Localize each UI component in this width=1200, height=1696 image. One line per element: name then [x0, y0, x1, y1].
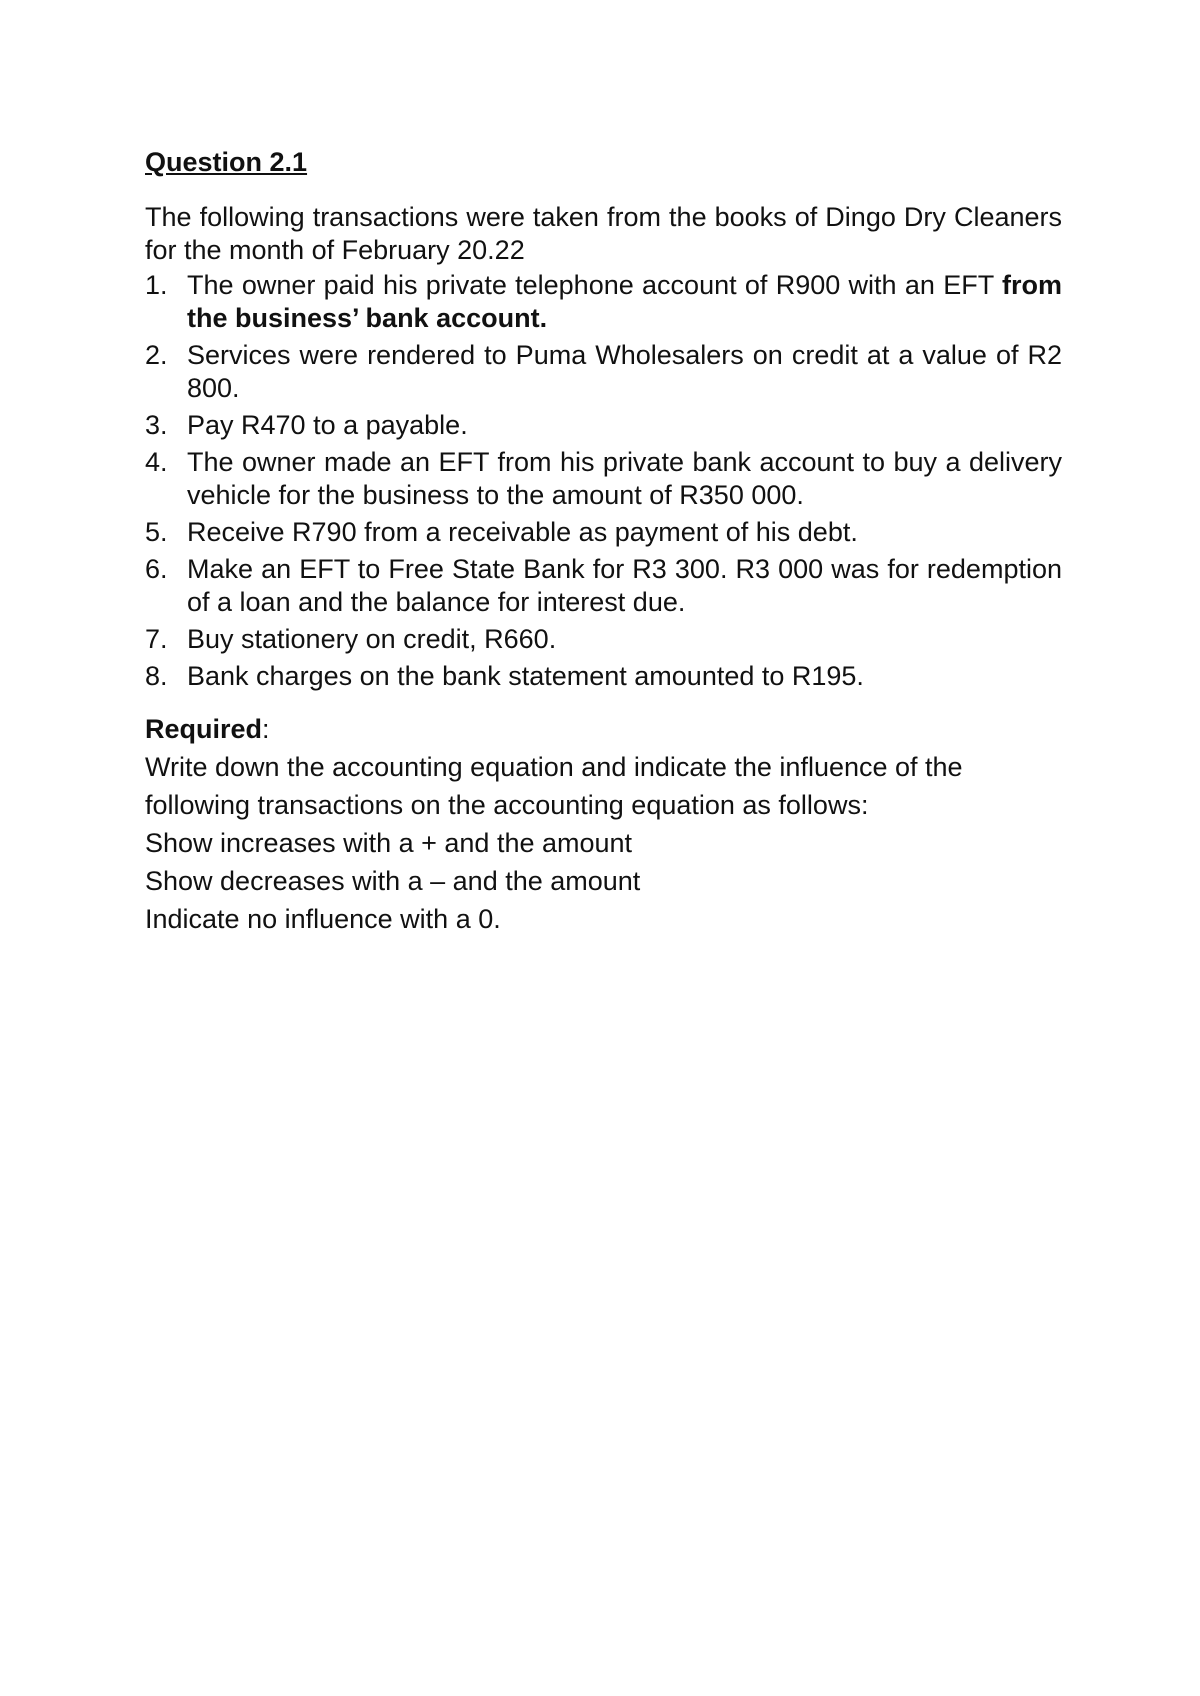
- item-text-bold: from the business’ bank account.: [187, 270, 1062, 333]
- item-text: Receive R790 from a receivable as payment of his debt.: [187, 517, 858, 547]
- required-heading: [145, 713, 1062, 746]
- item-number: 2.: [145, 340, 168, 370]
- list-item: [145, 516, 1062, 549]
- item-number: 8.: [145, 661, 168, 691]
- item-text: The owner made an EFT from his private bank account to buy a delivery vehicle for the business to the amount of R350 000.: [187, 447, 1062, 510]
- list-item: [145, 339, 1062, 405]
- question-heading: Question 2.1: [145, 147, 308, 177]
- item-text: Pay R470 to a payable.: [187, 410, 468, 440]
- item-number: 6.: [145, 554, 168, 584]
- list-item: [145, 409, 1062, 442]
- item-text: Buy stationery on credit, R660.: [187, 624, 557, 654]
- item-text: Make an EFT to Free State Bank for R3 300. R3 000 was for redemption of a loan and the balance for interest due.: [187, 554, 1062, 617]
- required-instruction: Show increases with a + and the amount: [145, 828, 633, 858]
- item-number: 5.: [145, 517, 168, 547]
- item-text: Services were rendered to Puma Wholesalers on credit at a value of R2 800.: [187, 340, 1062, 403]
- item-number: 3.: [145, 410, 168, 440]
- list-item: [145, 269, 1062, 335]
- list-item: [145, 623, 1062, 656]
- required-instruction: Show decreases with a – and the amount: [145, 866, 641, 896]
- item-text: Bank charges on the bank statement amounted to R195.: [187, 661, 864, 691]
- list-item: [145, 446, 1062, 512]
- list-item: [145, 660, 1062, 693]
- required-instruction: Write down the accounting equation and indicate the influence of the following transactions on the accounting equation as follows:: [145, 752, 963, 820]
- list-item: [145, 553, 1062, 619]
- intro-paragraph: The following transactions were taken from the books of Dingo Dry Cleaners for the month of February 20.22: [145, 202, 1062, 265]
- required-colon: :: [262, 714, 270, 744]
- required-instruction: Indicate no influence with a 0.: [145, 904, 501, 934]
- item-number: 7.: [145, 624, 168, 654]
- item-text: The owner paid his private telephone account of R900 with an EFT: [187, 270, 1002, 300]
- item-number: 1.: [145, 270, 168, 300]
- transaction-list: [145, 269, 1062, 693]
- item-number: 4.: [145, 447, 168, 477]
- document-page: [145, 146, 1062, 938]
- required-label: Required: [145, 714, 263, 744]
